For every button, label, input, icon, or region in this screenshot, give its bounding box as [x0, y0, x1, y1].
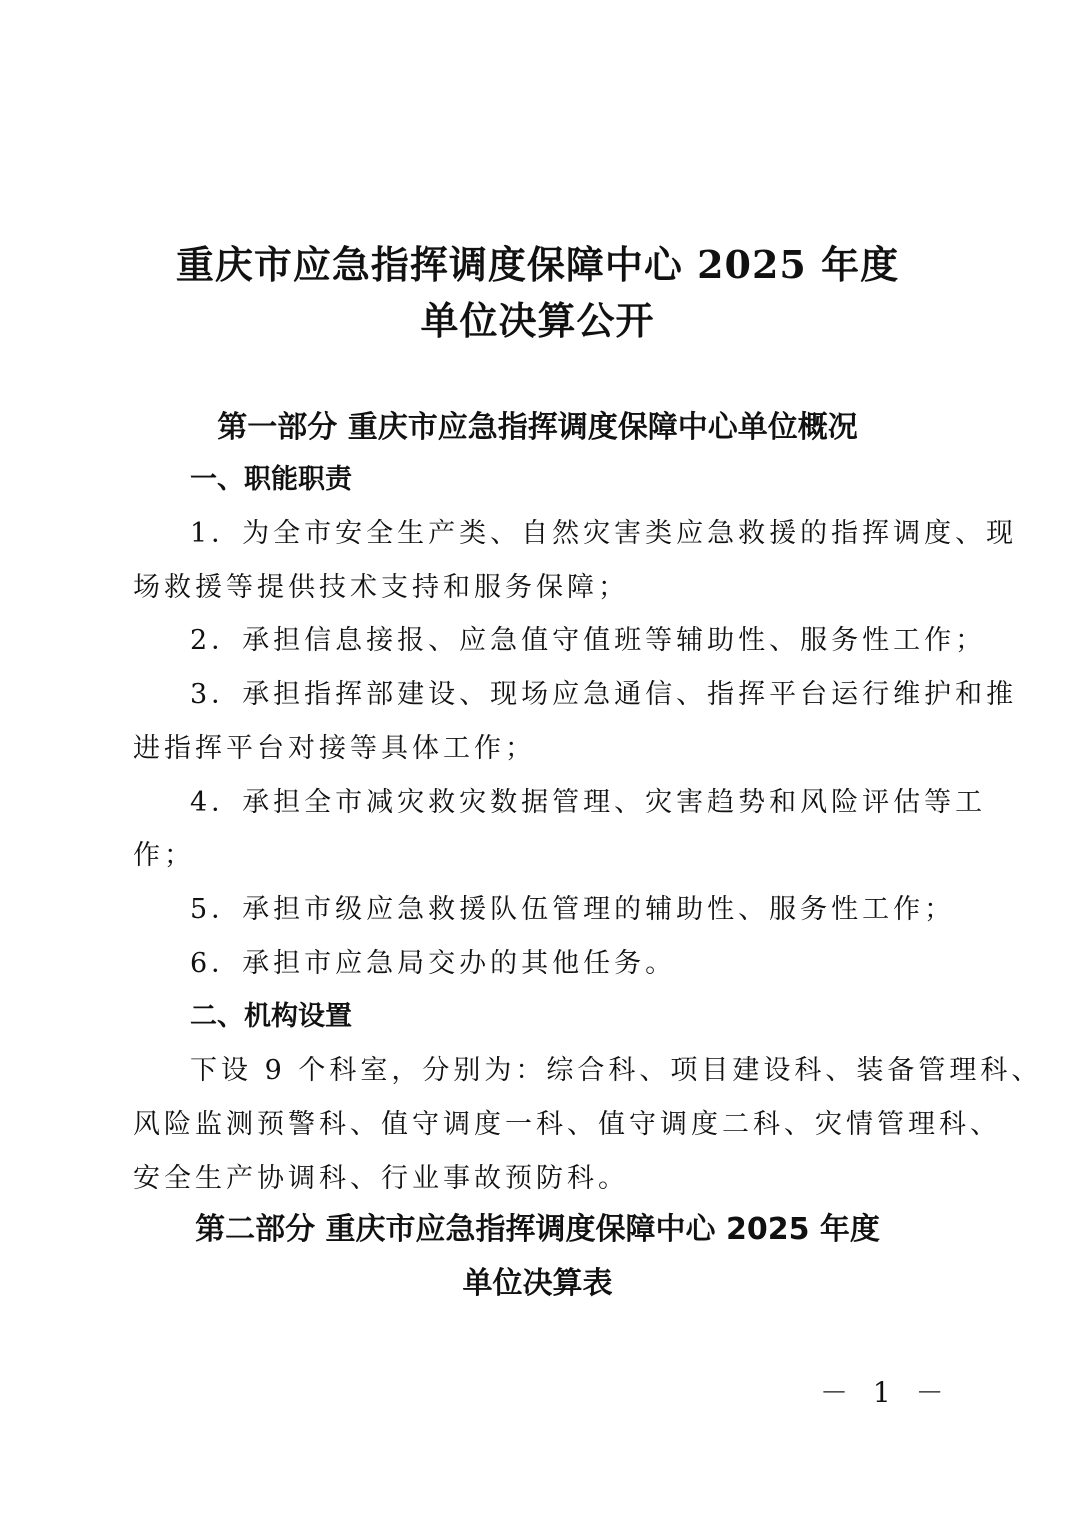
duty-5: 5．承担市级应急救援队伍管理的辅助性、服务性工作； [190, 894, 956, 925]
duty-4-line-2: 作； [133, 840, 195, 871]
structure-line-3: 安全生产协调科、行业事故预防科。 [133, 1163, 629, 1194]
part-two-heading-line-2: 单位决算表 [462, 1266, 613, 1301]
duty-1-line-2: 场救援等提供技术支持和服务保障； [133, 572, 629, 603]
duty-1-line-1: 1．为全市安全生产类、自然灾害类应急救援的指挥调度、现 [190, 518, 1018, 549]
duty-3-line-2: 进指挥平台对接等具体工作； [133, 733, 536, 764]
structure-line-2: 风险监测预警科、值守调度一科、值守调度二科、灾情管理科、 [133, 1109, 1001, 1140]
duty-3-line-1: 3．承担指挥部建设、现场应急通信、指挥平台运行维护和推 [190, 679, 1018, 710]
document-title-line-1: 重庆市应急指挥调度保障中心 2025 年度 [175, 242, 900, 287]
part-one-heading: 第一部分 重庆市应急指挥调度保障中心单位概况 [217, 410, 858, 445]
document-title-line-2: 单位决算公开 [420, 298, 655, 343]
page-number: － 1 － [820, 1376, 952, 1409]
duty-4-line-1: 4．承担全市减灾救灾数据管理、灾害趋势和风险评估等工 [190, 787, 987, 818]
structure-line-1: 下设 9 个科室，分别为：综合科、项目建设科、装备管理科、 [190, 1055, 1043, 1086]
part-two-heading-line-1: 第二部分 重庆市应急指挥调度保障中心 2025 年度 [195, 1212, 880, 1247]
section-duties-heading: 一、职能职责 [190, 464, 352, 495]
duty-2: 2．承担信息接报、应急值守值班等辅助性、服务性工作； [190, 625, 987, 656]
section-structure-heading: 二、机构设置 [190, 1001, 352, 1032]
duty-6: 6．承担市应急局交办的其他任务。 [190, 948, 677, 979]
